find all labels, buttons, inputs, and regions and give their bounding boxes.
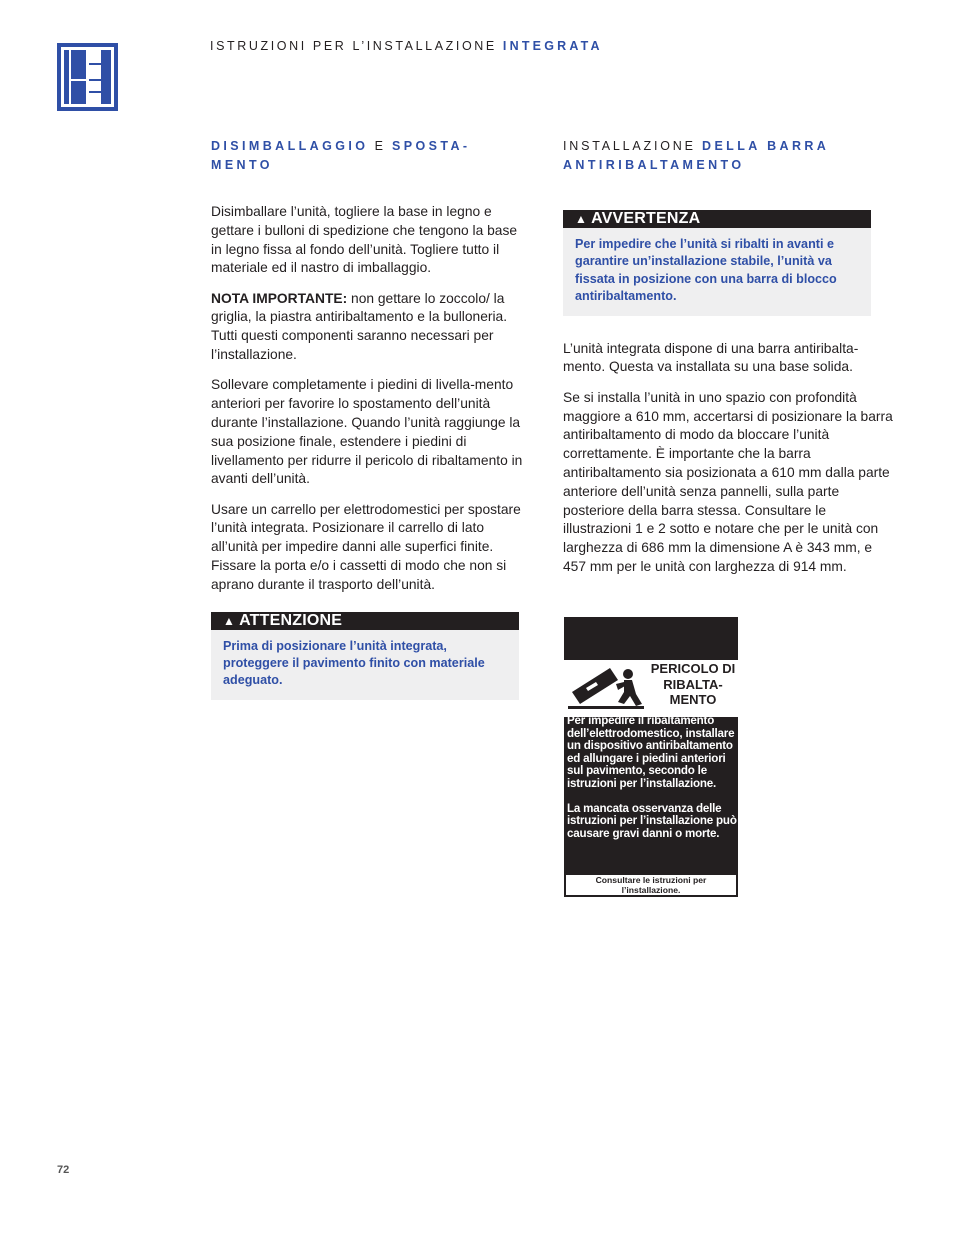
caution-title: ATTENZIONE — [239, 611, 343, 629]
paragraph-anti-tip-bar: L’unità integrata dispone di una barra antiribalta-mento. Questa va installata su una base solida. — [563, 340, 859, 375]
caution-box — [211, 612, 519, 700]
refrigerator-logo-icon — [57, 43, 118, 111]
title-part: E — [374, 139, 386, 153]
right-column — [563, 137, 898, 588]
tip-over-hazard-label — [564, 617, 738, 897]
section-title-unpacking — [211, 137, 531, 203]
label-footer: Consultare le istruzioni per l’installazione. — [566, 875, 736, 895]
title-part: ANTIRIBALTAMENTO — [563, 158, 745, 172]
warning-box — [563, 210, 871, 316]
important-note-text: non gettare lo zoccolo/ la griglia, la piastra antiribaltamento e la bulloneria. Tutti questi componenti saranno necessari per l’installazione. — [211, 290, 508, 363]
title-part: DELLA BARRA — [702, 139, 830, 153]
header-prefix: ISTRUZIONI PER L’INSTALLAZIONE — [210, 39, 497, 53]
label-consequence: La mancata osservanza delle istruzioni per l’installazione può causare gravi danni o morte. — [567, 801, 737, 840]
tip-over-pictogram-icon — [566, 660, 646, 713]
header-accent: INTEGRATA — [502, 39, 603, 53]
section-title-anti-tip — [563, 137, 898, 210]
label-text — [567, 715, 737, 852]
paragraph-leveling-feet: Sollevare completamente i piedini di livella-mento anteriori per favorire lo spostamento dell’unità durante l’installazione. Quando l’unità raggiunge la sua posizione finale, estendere i piedini di livellamento per ridurre il pericolo di ribaltamento in avanti dell’unità. — [211, 377, 523, 487]
warning-header — [563, 210, 871, 228]
paragraph-depth-positioning: Se si installa l’unità in uno spazio con profondità maggiore a 610 mm, accertarsi di posizionare la barra antiribaltamento di modo da bloccare l’unità correttamente. È importante che la barra antiribaltamento sia posizionata a 610 mm dalla parte anteriore dell’unità senza pannelli, sulla parte posteriore della barra stessa. Consultare le illustrazioni 1 e 2 sotto e notare che per le unità con larghezza di 686 mm la dimensione A è 343 mm, e 457 mm per le unità con larghezza di 914 mm. — [563, 389, 893, 574]
paragraph-dolly: Usare un carrello per elettrodomestici per spostare l’unità integrata. Posizionare il carrello di lato all’unità per impedire danni alle superfici finite. Fissare la porta e/o i cassetti di modo che non si aprano durante il trasporto dell’unità. — [211, 501, 521, 592]
label-instruction: Per impedire il ribaltamento dell’elettrodomestico, installare un dispositivo antiribaltamento ed allungare i piedini anteriori sul pavimento, secondo le istruzioni per l’installazione. — [567, 714, 735, 790]
important-note-label: NOTA IMPORTANTE: — [211, 290, 348, 306]
caution-header — [211, 612, 519, 630]
paragraph-important-note — [211, 290, 531, 365]
title-part: DISIMBALLAGGIO — [211, 139, 369, 153]
paragraph-unpack: Disimballare l’unità, togliere la base in legno e gettare i bulloni di spedizione che tengono la base in legno fissa al fondo dell’unità. Togliere tutto il materiale ed il nastro di imballaggio. — [211, 204, 518, 276]
caution-text: Prima di posizionare l’unità integrata, proteggere il pavimento finito con materiale adeguato. — [211, 630, 519, 700]
warning-triangle-icon: ▲ — [223, 613, 236, 628]
title-part: SPOSTA- — [392, 139, 471, 153]
title-part: INSTALLAZIONE — [563, 139, 696, 153]
label-hazard-title: PERICOLO DI RIBALTA- MENTO — [650, 661, 736, 707]
title-part: MENTO — [211, 158, 273, 172]
warning-text: Per impedire che l’unità si ribalti in avanti e garantire un’installazione stabile, l’unità va fissata in posizione con una barra di blocco antiribaltamento. — [563, 228, 871, 316]
warning-triangle-icon: ▲ — [575, 212, 588, 226]
page-header — [210, 39, 603, 53]
page-number: 72 — [57, 1164, 70, 1176]
left-column — [211, 137, 531, 700]
warning-title: AVVERTENZA — [591, 210, 701, 227]
